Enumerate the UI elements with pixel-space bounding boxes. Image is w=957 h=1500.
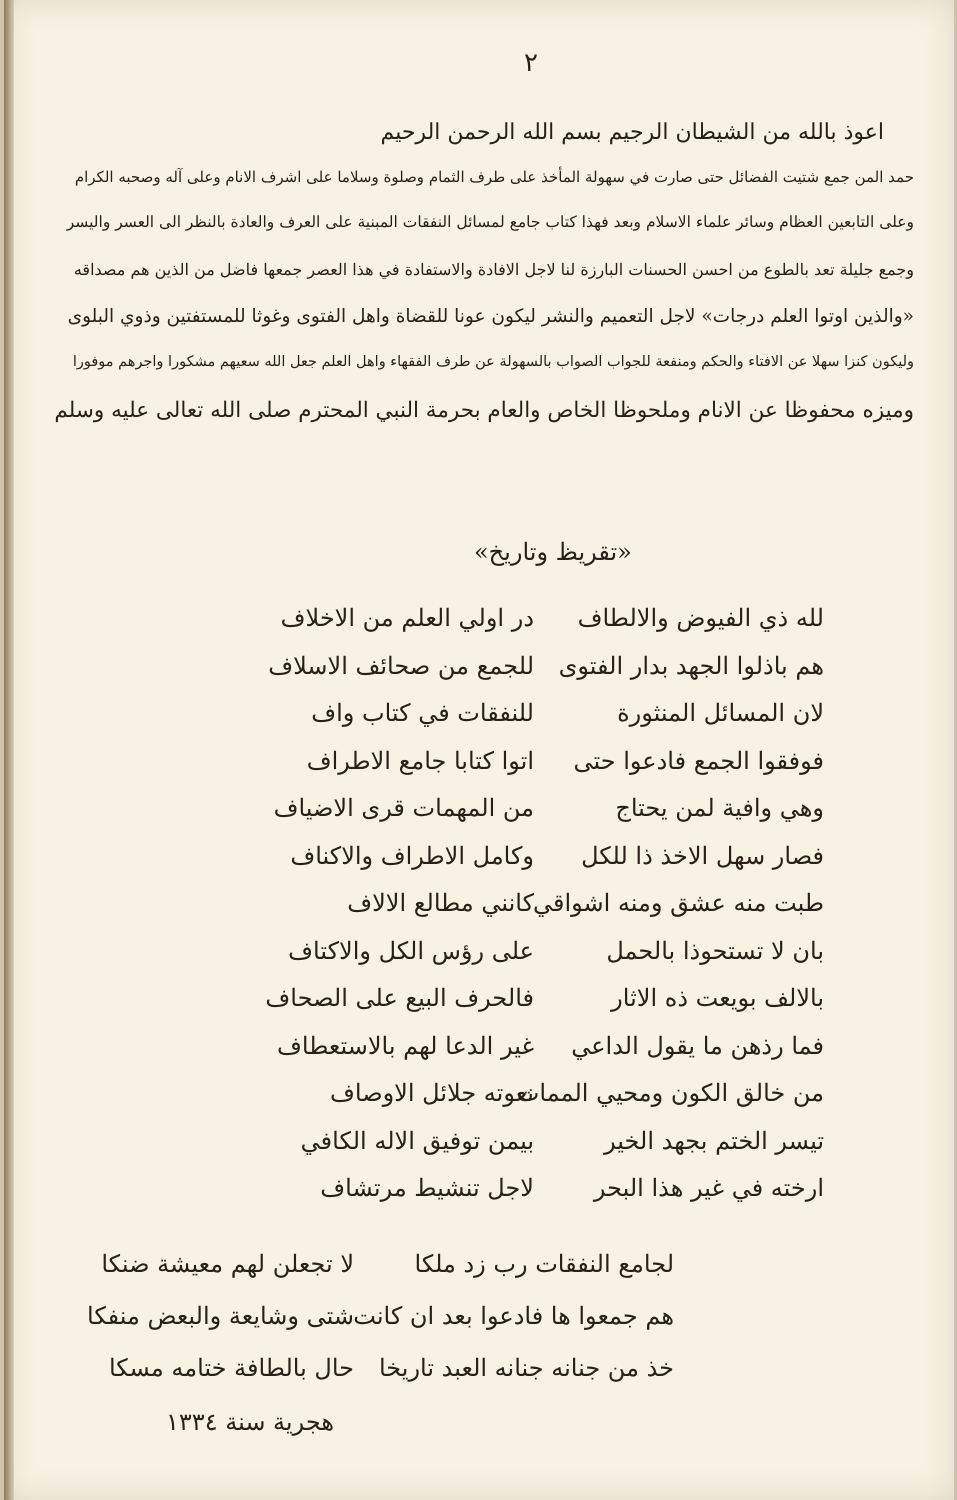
verse-left: غير الدعا لهم بالاستعطاف (277, 1031, 534, 1060)
prose-line: وجمع جليلة تعد بالطوع من احسن الحسنات البارزة لنا لاجل الافادة والاستفادة في هذا العصر جمعها فاضل من الذين هم مصداقه (73, 260, 914, 279)
manuscript-page (4, 0, 954, 1500)
verse-right: ارخته في غير هذا البحر (593, 1174, 824, 1202)
verse-left: وكامل الاطراف والاكناف (290, 841, 534, 870)
verse-left: بيمن توفيق الاله الكافي (300, 1126, 534, 1155)
prose-line: حمد المن جمع شتيت الفضائل حتى صارت في سهولة المأخذ على طرف الثمام وصلوة وسلاما على اشرف الانام وعلى آله وصحبه الكرام (74, 168, 914, 186)
verse-left: اتوا كتابا جامع الاطراف (306, 746, 534, 775)
closing-verse-right: هم جمعوا ها فادعوا بعد ان كانت (353, 1302, 674, 1330)
verse-right: فما رذهن ما يقول الداعي (571, 1031, 824, 1060)
verse-right: لله ذي الفيوض والالطاف (577, 604, 824, 632)
verse-right: بالالف بويعت ذه الاثار (611, 984, 824, 1012)
prose-line: وعلى التابعين العظام وسائر علماء الاسلام وبعد فهذا كتاب جامع لمسائل النفقات المبنية على العرف والعادة بالنظر الى العسر واليسر (66, 213, 914, 231)
closing-verse-right: خذ من جنانه جنانه العبد تاريخا (378, 1354, 674, 1382)
page-spine-edge (4, 0, 14, 1500)
verse-right: هم باذلوا الجهد بدار الفتوى (558, 651, 824, 680)
page-number: ٢ (524, 48, 538, 78)
verse-right: من خالق الكون ومحيي الممات (516, 1079, 824, 1107)
verse-right: فوفقوا الجمع فادعوا حتى (573, 746, 824, 775)
verse-left: للجمع من صحائف الاسلاف (268, 651, 534, 680)
section-heading: «تقريظ وتاريخ» (474, 538, 632, 566)
basmala-line: اعوذ بالله من الشيطان الرجيم بسم الله الرحمن الرحيم (380, 120, 884, 145)
hijri-date: هجرية سنة ١٣٣٤ (166, 1408, 334, 1436)
verse-left: در اولي العلم من الاخلاف (280, 604, 534, 632)
closing-verse-left: شتى وشايعة والبعض منفكا (87, 1302, 354, 1330)
verse-right: لان المسائل المنثورة (617, 699, 824, 727)
prose-line: «والذين اوتوا العلم درجات» لاجل التعميم والنشر ليكون عونا للقضاة واهل الفتوى وغوثا للمستفتين وذوي البلوى (67, 306, 914, 327)
verse-right: بان لا تستحوذا بالحمل (606, 936, 824, 965)
verse-left: على رؤس الكل والاكتاف (288, 936, 534, 965)
verse-right: طبت منه عشق ومنه اشواقي (532, 889, 824, 917)
closing-verse-left: حال بالطافة ختامه مسكا (108, 1354, 354, 1382)
verse-left: كانني مطالع الالاف (347, 889, 534, 917)
closing-verse-left: لا تجعلن لهم معيشة ضنكا (101, 1250, 354, 1278)
verse-right: فصار سهل الاخذ ذا للكل (581, 841, 824, 870)
verse-left: لاجل تنشيط مرتشاف (320, 1174, 534, 1202)
verse-right: وهي وافية لمن يحتاج (615, 794, 824, 822)
verse-right: تيسر الختم بجهد الخير (604, 1126, 824, 1155)
verse-left: من المهمات قرى الاضياف (273, 794, 534, 822)
verse-left: للنفقات في كتاب واف (311, 699, 534, 727)
prose-line: وليكون كنزا سهلا عن الافتاء والحكم ومنفعة للجواب الصواب بالسهولة عن طرف الفقهاء واهل العلم جعل الله سعيهم مشكورا واجرهم موفورا (72, 354, 914, 370)
verse-left: فالحرف البيع على الصحاف (265, 984, 534, 1012)
prose-line: وميزه محفوظا عن الانام وملحوظا الخاص والعام بحرمة النبي المحترم صلى الله تعالى عليه وسلم (54, 398, 914, 423)
closing-verse-right: لجامع النفقات رب زد ملكا (414, 1250, 674, 1278)
verse-left: نعوته جلائل الاوصاف (330, 1079, 534, 1107)
